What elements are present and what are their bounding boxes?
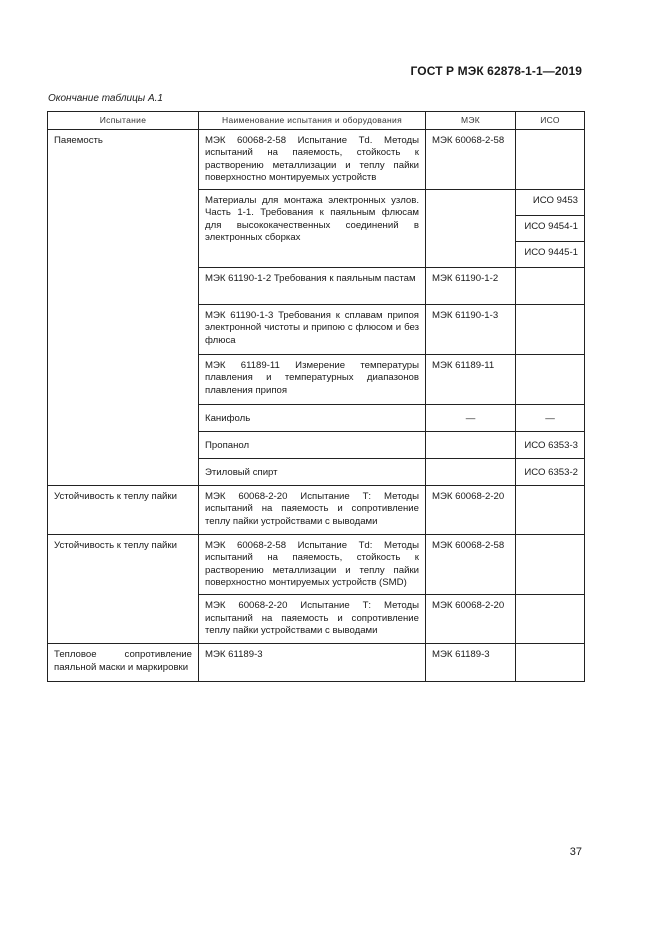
iso-cell xyxy=(516,535,585,595)
iso-cell xyxy=(516,432,585,459)
column-header-test: Испытание xyxy=(48,112,199,130)
column-header-iec: МЭК xyxy=(426,112,516,130)
iec-value: МЭК 60068-2-20 xyxy=(432,491,505,503)
table-header-row xyxy=(48,112,585,130)
column-header-name: Наименование испытания и оборудования xyxy=(199,112,426,130)
name-text: МЭК 61190-1-2 Требования к паяльным пастам xyxy=(205,273,416,285)
name-cell xyxy=(199,644,426,682)
iec-cell xyxy=(426,459,516,486)
iso-cell xyxy=(516,486,585,535)
name-text: Пропанол xyxy=(205,440,250,452)
iso-cell xyxy=(516,355,585,405)
iec-cell xyxy=(426,486,516,535)
iso-cell xyxy=(516,459,585,486)
iec-value: МЭК 60068-2-58 xyxy=(432,135,505,146)
table-row xyxy=(48,130,585,190)
test-cell xyxy=(48,130,199,486)
test-cell xyxy=(48,535,199,644)
test-cell xyxy=(48,644,199,682)
table-row xyxy=(48,486,585,535)
table-row xyxy=(48,535,585,595)
iso-value xyxy=(516,535,584,545)
name-cell xyxy=(199,535,426,595)
name-cell xyxy=(199,595,426,644)
iso-value xyxy=(516,486,584,496)
name-text: МЭК 61189-3 xyxy=(205,649,263,661)
name-text: МЭК 60068-2-20 Испытание Т: Методы испытаний на паяемость и сопротивление теплу пайки устройствами с выводами xyxy=(205,600,419,636)
iec-cell xyxy=(426,190,516,268)
iso-cell xyxy=(516,268,585,305)
name-text: МЭК 60068-2-20 Испытание Т: Методы испытаний на паяемость и сопротивление теплу пайки устройствами с выводами xyxy=(205,491,419,527)
iso-cell xyxy=(516,190,585,216)
name-cell xyxy=(199,190,426,268)
name-cell xyxy=(199,305,426,355)
iso-value: ИСО 6353-3 xyxy=(524,440,578,452)
test-label: Устойчивость к теплу пайки xyxy=(54,540,177,552)
name-text: Канифоль xyxy=(205,413,251,425)
iso-value xyxy=(516,268,584,278)
iec-value xyxy=(426,459,515,469)
iso-cell xyxy=(516,130,585,190)
iso-value: — xyxy=(545,413,555,425)
iec-cell xyxy=(426,268,516,305)
iso-cell xyxy=(516,644,585,682)
iec-cell xyxy=(426,644,516,682)
test-label: Устойчивость к теплу пайки xyxy=(54,491,177,503)
iec-cell xyxy=(426,355,516,405)
iso-value xyxy=(516,130,584,140)
iso-value: ИСО 9453 xyxy=(532,195,578,207)
name-cell xyxy=(199,486,426,535)
iec-cell xyxy=(426,405,516,432)
iec-value xyxy=(426,190,515,200)
iec-value: МЭК 60068-2-20 xyxy=(432,600,505,612)
test-label: Паяемость xyxy=(54,135,103,146)
iso-cell xyxy=(516,405,585,432)
name-text: МЭК 61189-11 Измерение температуры плавления и температурных диапазонов плавления припоя xyxy=(205,360,419,396)
column-header-iso: ИСО xyxy=(516,112,585,130)
iso-value: ИСО 9445-1 xyxy=(524,247,578,259)
document-code: ГОСТ Р МЭК 62878-1-1—2019 xyxy=(410,64,582,78)
iso-value: ИСО 9454-1 xyxy=(524,221,578,233)
iec-cell xyxy=(426,595,516,644)
name-cell xyxy=(199,268,426,305)
test-cell xyxy=(48,486,199,535)
iso-cell xyxy=(516,242,585,268)
iec-value: МЭК 60068-2-58 xyxy=(432,540,505,552)
iso-value: ИСО 6353-2 xyxy=(524,467,578,479)
test-label: Тепловое сопротивление паяльной маски и маркировки xyxy=(54,649,192,673)
iso-value xyxy=(516,644,584,654)
iso-value xyxy=(516,595,584,605)
name-text: Этиловый спирт xyxy=(205,467,278,479)
standards-table xyxy=(47,111,585,682)
iec-value: МЭК 61189-11 xyxy=(432,360,495,372)
name-text: МЭК 60068-2-58 Испытание Td. Методы испытаний на паяемость, стойкость к растворению металлизации и теплу пайки поверхностно монтируемых устройств xyxy=(205,135,419,183)
iec-value: МЭК 61189-3 xyxy=(432,649,490,661)
iso-cell xyxy=(516,216,585,242)
iec-cell xyxy=(426,130,516,190)
name-cell xyxy=(199,432,426,459)
page-number: 37 xyxy=(569,846,582,858)
iso-cell xyxy=(516,595,585,644)
iec-value: — xyxy=(465,413,476,425)
iec-value: МЭК 61190-1-3 xyxy=(432,310,499,322)
name-cell xyxy=(199,130,426,190)
iec-cell xyxy=(426,432,516,459)
name-cell xyxy=(199,459,426,486)
iso-value xyxy=(516,355,584,365)
iec-value: МЭК 61190-1-2 xyxy=(432,273,499,285)
iso-cell xyxy=(516,305,585,355)
iec-cell xyxy=(426,305,516,355)
name-text: Материалы для монтажа электронных узлов. Часть 1-1. Требования к паяльным флюсам для высококачественных соединений в электронных сборках xyxy=(205,195,419,244)
table-row xyxy=(48,644,585,682)
iso-value xyxy=(516,305,584,315)
iec-cell xyxy=(426,535,516,595)
name-text: МЭК 61190-1-3 Требования к сплавам припоя электронной чистоты и припою с флюсом и без флюса xyxy=(205,310,419,346)
table-caption: Окончание таблицы А.1 xyxy=(48,93,163,104)
name-text: МЭК 60068-2-58 Испытание Td: Методы испытаний на паяемость, стойкость к растворению металлизации и теплу пайки поверхностно монтируемых устройств (SMD) xyxy=(205,540,419,589)
name-cell xyxy=(199,355,426,405)
name-cell xyxy=(199,405,426,432)
iec-value xyxy=(426,432,515,442)
